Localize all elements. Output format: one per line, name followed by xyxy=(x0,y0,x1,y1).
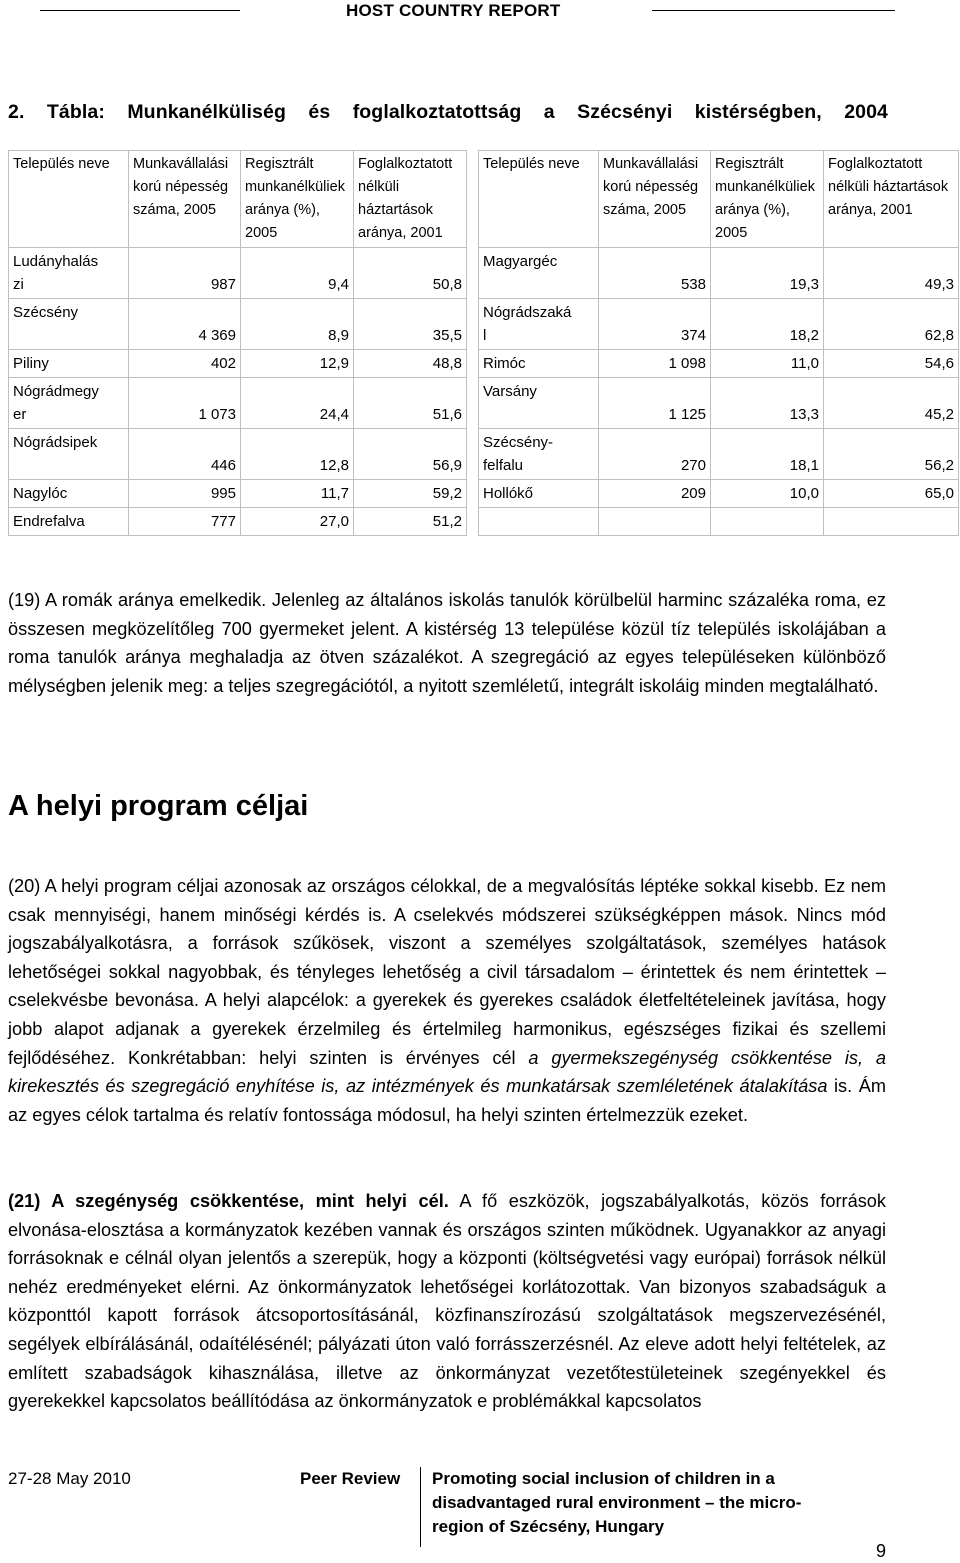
paragraph-19: (19) A romák aránya emelkedik. Jelenleg az általános iskolás tanulók körülbelül harminc százaléka roma, ez összesen megközelítőleg 700 gyermeket jelent. A kistérség 13 települése közül tíz település iskolájában a roma tanulók aránya meghaladja az ötven százalékot. A szegregáció az egyes településeken különböző mélységben jelenik meg: a teljes szegregációtól, a nyitott szemléletű, integrált iskoláig minden megtalálható. xyxy=(8,590,886,696)
left-jobless-households: 50,8 xyxy=(354,248,467,299)
paragraph-20 xyxy=(8,872,886,1129)
right-working-age-population: 209 xyxy=(599,480,711,508)
footer-date: 27-28 May 2010 xyxy=(8,1469,131,1488)
right-jobless-households: 65,0 xyxy=(824,480,959,508)
left-unemployment-rate: 24,4 xyxy=(241,378,354,429)
right-unemployment-rate: 19,3 xyxy=(711,248,824,299)
right-settlement-name: Rimóc xyxy=(479,350,599,378)
right-jobless-households: 49,3 xyxy=(824,248,959,299)
footer-report-title: Promoting social inclusion of children in a disadvantaged rural environment – the micro-region of Szécsény, Hungary xyxy=(432,1469,802,1536)
left-header-cell: Foglalkoztatott nélküli háztartások aránya, 2001 xyxy=(354,151,467,248)
left-working-age-population: 402 xyxy=(129,350,241,378)
right-working-age-population: 270 xyxy=(599,429,711,480)
left-settlement-name: Nógrádsipek xyxy=(9,429,129,480)
right-unemployment-rate: 11,0 xyxy=(711,350,824,378)
table-row xyxy=(9,378,959,429)
right-header-cell: Munkavállalási korú népesség száma, 2005 xyxy=(599,151,711,248)
right-header-cell: Település neve xyxy=(479,151,599,248)
table-row xyxy=(9,429,959,480)
paragraph-21-lead: (21) A szegénység csökkentése, mint helyi cél. xyxy=(8,1191,449,1211)
table-title: 2. Tábla: Munkanélküliség és foglalkoztatottság a Szécsényi kistérségben, 2004 xyxy=(8,101,888,123)
right-settlement-name xyxy=(479,508,599,536)
left-working-age-population: 995 xyxy=(129,480,241,508)
table-row xyxy=(9,480,959,508)
left-unemployment-rate: 9,4 xyxy=(241,248,354,299)
left-settlement-name: Endrefalva xyxy=(9,508,129,536)
footer-divider xyxy=(420,1467,421,1547)
left-unemployment-rate: 8,9 xyxy=(241,299,354,350)
left-unemployment-rate: 27,0 xyxy=(241,508,354,536)
left-settlement-name: Szécsény xyxy=(9,299,129,350)
left-jobless-households: 48,8 xyxy=(354,350,467,378)
table-row xyxy=(9,350,959,378)
right-working-age-population xyxy=(599,508,711,536)
right-jobless-households: 62,8 xyxy=(824,299,959,350)
table-gap xyxy=(467,378,479,429)
table-row xyxy=(9,508,959,536)
table-row xyxy=(9,299,959,350)
left-header-cell: Munkavállalási korú népesség száma, 2005 xyxy=(129,151,241,248)
left-jobless-households: 51,6 xyxy=(354,378,467,429)
right-unemployment-rate xyxy=(711,508,824,536)
left-settlement-name: Nagylóc xyxy=(9,480,129,508)
table-row xyxy=(9,248,959,299)
right-jobless-households xyxy=(824,508,959,536)
right-unemployment-rate: 18,1 xyxy=(711,429,824,480)
right-working-age-population: 1 098 xyxy=(599,350,711,378)
table-gap xyxy=(467,248,479,299)
right-settlement-name: Hollókő xyxy=(479,480,599,508)
left-jobless-households: 56,9 xyxy=(354,429,467,480)
left-working-age-population: 446 xyxy=(129,429,241,480)
paragraph-21 xyxy=(8,1187,886,1416)
left-working-age-population: 1 073 xyxy=(129,378,241,429)
unemployment-table xyxy=(8,150,959,536)
table-header-row xyxy=(9,151,959,248)
right-working-age-population: 538 xyxy=(599,248,711,299)
left-jobless-households: 51,2 xyxy=(354,508,467,536)
paragraph-20-part1: (20) A helyi program céljai azonosak az országos célokkal, de a megvalósítás léptéke sokkal kisebb. Ez nem csak mennyiségi, hanem minőségi kérdés is. A cselekvés módszerei szükségképpen mások. Nincs mód jogszabályalkotásra, a források szűkösek, viszont a személyes szolgáltatások, személyes hatások lehetőségei sokkal nagyobbak, és tényleges lehetőség a civil társadalom – érintettek és nem érintettek – cselekvésbe bevonása. A helyi alapcélok: a gyerekek és gyerekes családok életfeltételeinek javítása, hogy jobb alapot adjanak a gyerekek érzelmileg és értelmileg harmonikus, egészséges fizikai és szellemi fejlődéséhez. Konkrétabban: helyi szinten is érvényes cél xyxy=(8,876,886,1068)
paragraph-20-part2: is. Ám az egyes célok tartalma és relatív fontossága módosul, ha helyi szinten értelmezzük ezeket. xyxy=(8,1076,886,1125)
table-gap xyxy=(467,429,479,480)
left-jobless-households: 35,5 xyxy=(354,299,467,350)
left-unemployment-rate: 12,8 xyxy=(241,429,354,480)
footer-peer-review: Peer Review xyxy=(300,1469,401,1488)
table-gap xyxy=(467,350,479,378)
paragraph-20-italic: a gyermekszegénység csökkentése is, a kirekesztés és szegregáció enyhítése is, az intézmények és munkatársak szemléletének átalakítása xyxy=(8,1047,886,1097)
right-unemployment-rate: 18,2 xyxy=(711,299,824,350)
header-title: HOST COUNTRY REPORT xyxy=(346,1,561,20)
right-header-cell: Foglalkoztatott nélküli háztartások aránya, 2001 xyxy=(824,151,959,248)
section-heading: A helyi program céljai xyxy=(8,790,309,822)
left-header-cell: Település neve xyxy=(9,151,129,248)
table-gap xyxy=(467,299,479,350)
right-header-cell: Regisztrált munkanélküliek aránya (%), 2005 xyxy=(711,151,824,248)
left-header-cell: Regisztrált munkanélküliek aránya (%), 2005 xyxy=(241,151,354,248)
right-jobless-households: 56,2 xyxy=(824,429,959,480)
right-jobless-households: 54,6 xyxy=(824,350,959,378)
left-settlement-name: Nógrádmegy er xyxy=(9,378,129,429)
left-unemployment-rate: 12,9 xyxy=(241,350,354,378)
header-rule-left xyxy=(40,10,240,11)
right-settlement-name: Varsány xyxy=(479,378,599,429)
right-jobless-households: 45,2 xyxy=(824,378,959,429)
page-number: 9 xyxy=(876,1541,887,1561)
table-gap xyxy=(467,480,479,508)
left-working-age-population: 777 xyxy=(129,508,241,536)
right-unemployment-rate: 10,0 xyxy=(711,480,824,508)
paragraph-21-text: A fő eszközök, jogszabályalkotás, közös források elvonása-elosztása a kormányzatok kezében vannak és országos szinten működnek. Ugyanakkor az anyagi forrásoknak e célnál olyan jelentős a szerepük, hogy a központi (költségvetési vagy európai) források nélkül nehéz eredményeket elérni. Az önkormányzatok lehetőségei korlátozottak. Van bizonyos szabadságuk a központtól kapott források átcsoportosításánál, közfinanszírozású szolgáltatások megszervezésénél, segélyek elbírálásánál, odaítélésénél; pályázati úton való forrásszerzésnél. Az eleve adott helyi feltételek, az említett szabadságok kihasználása, illetve az önkormányzat vezetőtestületeinek szegényekkel és gyerekekkel kapcsolatos beállítódása az önkormányzatok e problémákkal kapcsolatos xyxy=(8,1191,886,1412)
table-gap xyxy=(467,508,479,536)
page-header xyxy=(0,0,960,30)
left-working-age-population: 987 xyxy=(129,248,241,299)
left-working-age-population: 4 369 xyxy=(129,299,241,350)
left-jobless-households: 59,2 xyxy=(354,480,467,508)
header-rule-right xyxy=(652,10,895,11)
left-settlement-name: Ludányhalás zi xyxy=(9,248,129,299)
right-settlement-name: Szécsény- felfalu xyxy=(479,429,599,480)
left-settlement-name: Piliny xyxy=(9,350,129,378)
right-settlement-name: Magyargéc xyxy=(479,248,599,299)
right-working-age-population: 374 xyxy=(599,299,711,350)
right-working-age-population: 1 125 xyxy=(599,378,711,429)
right-unemployment-rate: 13,3 xyxy=(711,378,824,429)
left-unemployment-rate: 11,7 xyxy=(241,480,354,508)
right-settlement-name: Nógrádszaká l xyxy=(479,299,599,350)
table-gap xyxy=(467,151,479,248)
